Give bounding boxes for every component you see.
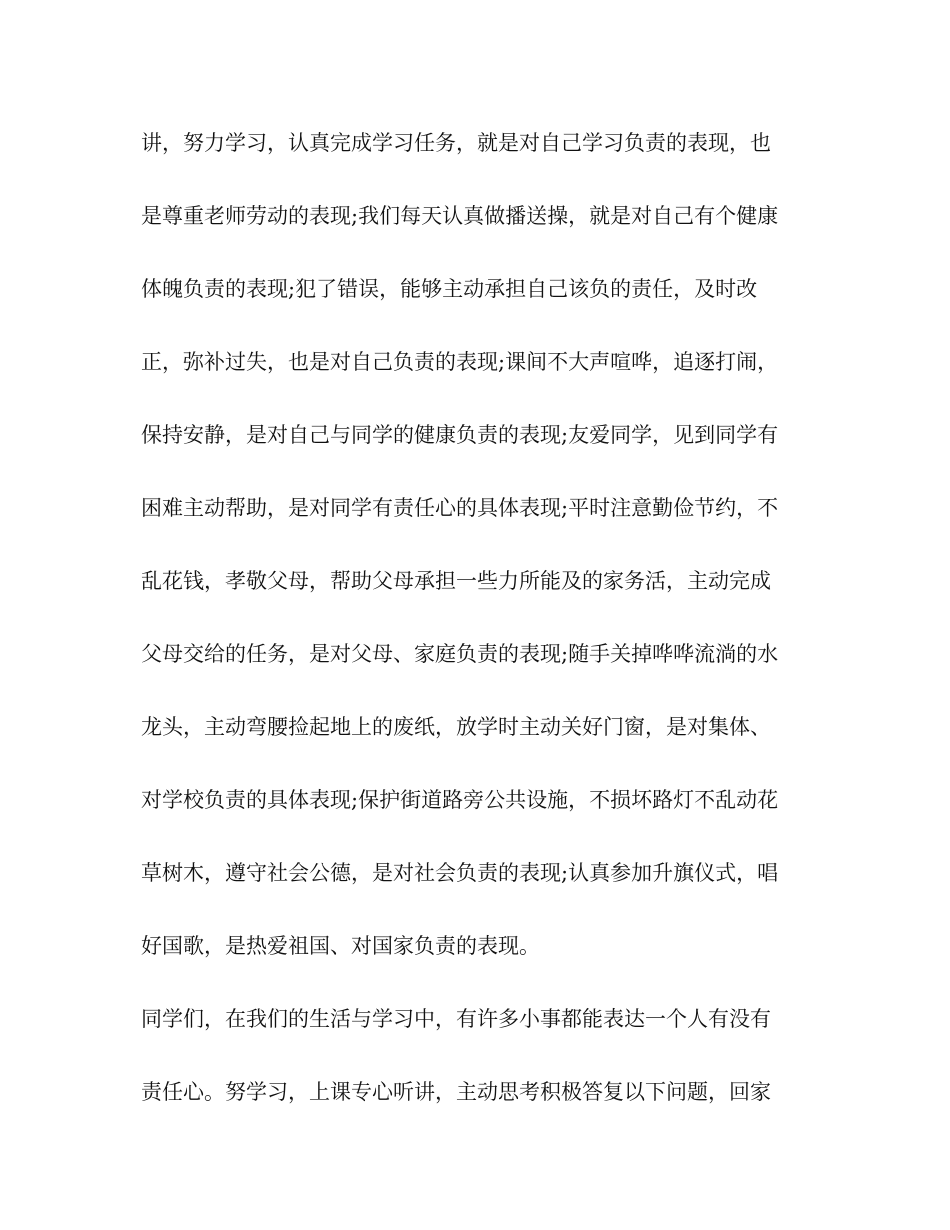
text-line: 对学校负责的具体表现;保护街道路旁公共设施，不损坏路灯不乱动花 [141,788,779,812]
text-line: 父母交给的任务，是对父母、家庭负责的表现;随手关掉哗哗流淌的水 [141,642,779,666]
text-line: 好国歌，是热爱祖国、对国家负责的表现。 [141,934,540,958]
text-line: 是尊重老师劳动的表现;我们每天认真做播送操，就是对自己有个健康 [141,204,779,228]
paragraph-start-line: 同学们，在我们的生活与学习中，有许多小事都能表达一个人有没有 [141,1007,771,1031]
text-line: 龙头，主动弯腰捡起地上的废纸，放学时主动关好门窗，是对集体、 [141,715,771,739]
text-line: 保持安静，是对自己与同学的健康负责的表现;友爱同学，见到同学有 [141,423,779,447]
text-line: 责任心。努学习，上课专心听讲，主动思考积极答复以下问题，回家 [141,1080,771,1104]
text-line: 乱花钱，孝敬父母，帮助父母承担一些力所能及的家务活，主动完成 [141,569,771,593]
text-line: 困难主动帮助，是对同学有责任心的具体表现;平时注意勤俭节约，不 [141,496,779,520]
text-line: 讲，努力学习，认真完成学习任务，就是对自己学习负责的表现，也 [141,131,771,155]
text-line: 草树木，遵守社会公德，是对社会负责的表现;认真参加升旗仪式，唱 [141,861,779,885]
text-line: 体魄负责的表现;犯了错误，能够主动承担自己该负的责任，及时改 [141,277,758,301]
text-line: 正，弥补过失，也是对自己负责的表现;课间不大声喧哗，追逐打闹， [141,350,779,374]
